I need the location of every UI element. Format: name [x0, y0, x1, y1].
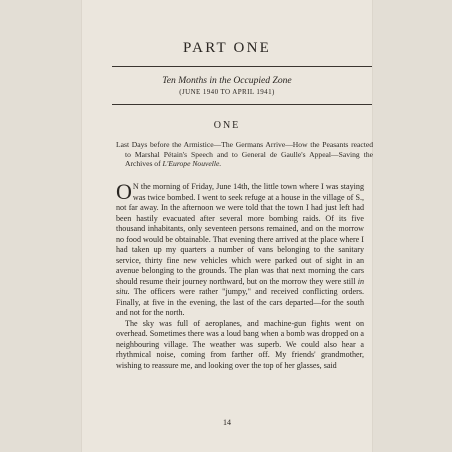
- synopsis-text: Last Days before the Armistice—The Germans Arrive—How the Peasants reacted to Marshal Pétain's Speech and to General de Gaulle's Appeal—Saving the Archives of: [116, 140, 373, 169]
- book-page: [82, 0, 372, 452]
- paragraph-2: The sky was full of aeroplanes, and machine-gun fights went on overhead. Sometimes there was a loud bang when a bomb was dropped on a neighbouring village. The weather was superb. We could also hear a rhythmical noise, coming from farther off. My friends' grandmother, wishing to reassure me, and looking over the top of her glasses, said: [116, 318, 364, 370]
- paragraph-1-text-a: N the morning of Friday, June 14th, the little town where I was staying was twice bombed. I went to seek refuge at a house in the village of S., not far away. In the afternoon we were told that the town I had just left had been hastily evacuated after several more bombing raids. Of its five thousand inhabitants, only seventeen persons remained, and on the morrow no food would be obtainable. That evening there arrived at the place where I had taken up my quarters a number of vans belonging to the sanitary service, thirty fine new vehicles which were parked out of sight in an avenue belonging to the grounds. The plan was that next morning the cars should resume their journey northward, but on the morrow they were still: [116, 182, 364, 286]
- body-text: [116, 179, 364, 371]
- paragraph-1: [116, 179, 364, 319]
- part-title: PART ONE: [183, 40, 271, 56]
- synopsis-italic: L'Europe Nouvelle.: [162, 159, 222, 169]
- paragraph-1-text-b: The officers were rather "jumpy," and received conflicting orders. Finally, at five in the evening, the last of the cars departed—for the south and not for the north.: [116, 287, 364, 317]
- page-number: 14: [223, 418, 231, 427]
- chapter-heading: ONE: [213, 120, 241, 131]
- section-dates: (JUNE 1940 TO APRIL 1941): [179, 88, 275, 96]
- top-rule: [112, 66, 372, 67]
- chapter-synopsis: [116, 140, 373, 169]
- section-subtitle: Ten Months in the Occupied Zone: [162, 75, 292, 86]
- drop-cap: O: [116, 179, 132, 204]
- bottom-rule: [112, 104, 372, 105]
- paragraph-1-italic: in situ.: [116, 276, 364, 296]
